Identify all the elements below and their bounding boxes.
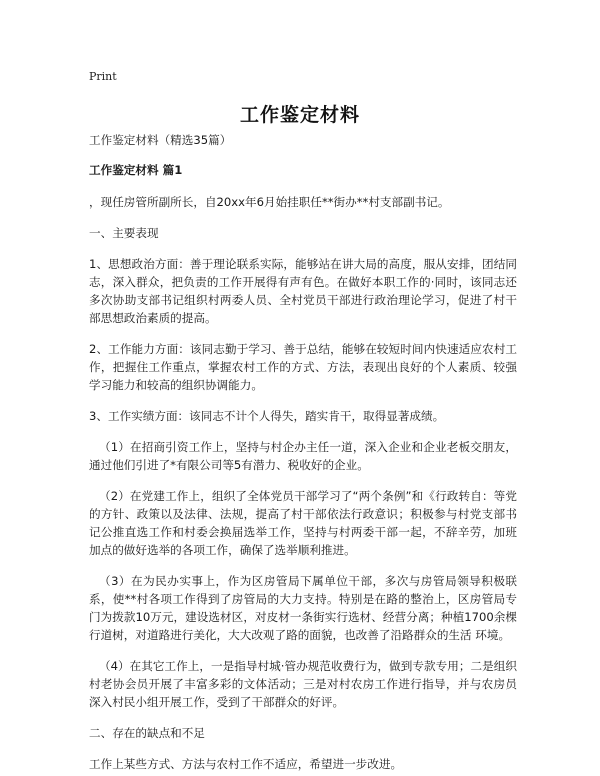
- paragraph-achievements: 3、工作实绩方面：该同志不计个人得失，踏实肯干，取得显著成绩。: [89, 409, 445, 423]
- paragraph-other-work: （4）在其它工作上，一是指导村城·管办规范收费行为，做到专款专用；二是组织村老协会员开展了丰富多彩的文体活动；三是对村农房工作进行指导，并与农房员深入村民小组开展工作，受到了干部群众的好评。: [89, 659, 517, 709]
- paragraph-section-one: 一、主要表现: [89, 226, 159, 240]
- paragraph-section-two: 二、存在的缺点和不足: [89, 726, 205, 740]
- paragraph-shortcomings: 工作上某些方式、方法与农村工作不适应，希望进一步改进。: [89, 757, 403, 771]
- document-body: [89, 131, 517, 776]
- section-heading: 工作鉴定材料 篇1: [89, 163, 183, 177]
- paragraph-ability: 2、工作能力方面：该同志勤于学习、善于总结，能够在较短时间内快速适应农村工作，把握住工作重点，掌握农村工作的方式、方法，表现出良好的个人素质、较强学习能力和较高的组织协调能力。: [89, 342, 517, 392]
- document-subtitle: 工作鉴定材料（精选35篇）: [89, 133, 232, 147]
- paragraph-party-building: （2）在党建工作上，组织了全体党员干部学习了“两个条例”和《行政转自：等党的方针、政策以及法律、法规，提高了村干部依法行政意识；积极参与村党支部书记公推直选工作和村委会换届选举工作，坚持与村两委干部一起，不辞辛劳，加班加点的做好选举的各项工作，确保了选举顺利推进。: [89, 489, 517, 557]
- paragraph-investment: （1）在招商引资工作上，坚持与村企办主任一道，深入企业和企业老板交朋友，通过他们引进了*有限公司等5有潜力、税收好的企业。: [89, 440, 517, 472]
- paragraph-intro: ，现任房管所副所长，自20xx年6月始挂职任**街办**村支部副书记。: [89, 195, 450, 209]
- paragraph-political: 1、思想政治方面：善于理论联系实际，能够站在讲大局的高度，服从安排，团结同志，深入群众，把负责的工作开展得有声有色。在做好本职工作的·同时，该同志还多次协助支部书记组织村两委人员、全村党员干部进行政治理论学习，促进了村干部思想政治素质的提高。: [89, 257, 517, 325]
- paragraph-public-service: （3）在为民办实事上，作为区房管局下属单位干部，多次与房管局领导积极联系，使**村各项工作得到了房管局的大力支持。特别是在路的整治上，区房管局专门为拨款10万元，建设选材区，对皮材一条街实行选材、经营分离；种植1700余棵行道树，对道路进行美化，大大改观了路的面貌，也改善了沿路群众的生活 环境。: [89, 574, 517, 642]
- print-label[interactable]: Print: [89, 70, 117, 83]
- document-title: 工作鉴定材料: [239, 104, 360, 126]
